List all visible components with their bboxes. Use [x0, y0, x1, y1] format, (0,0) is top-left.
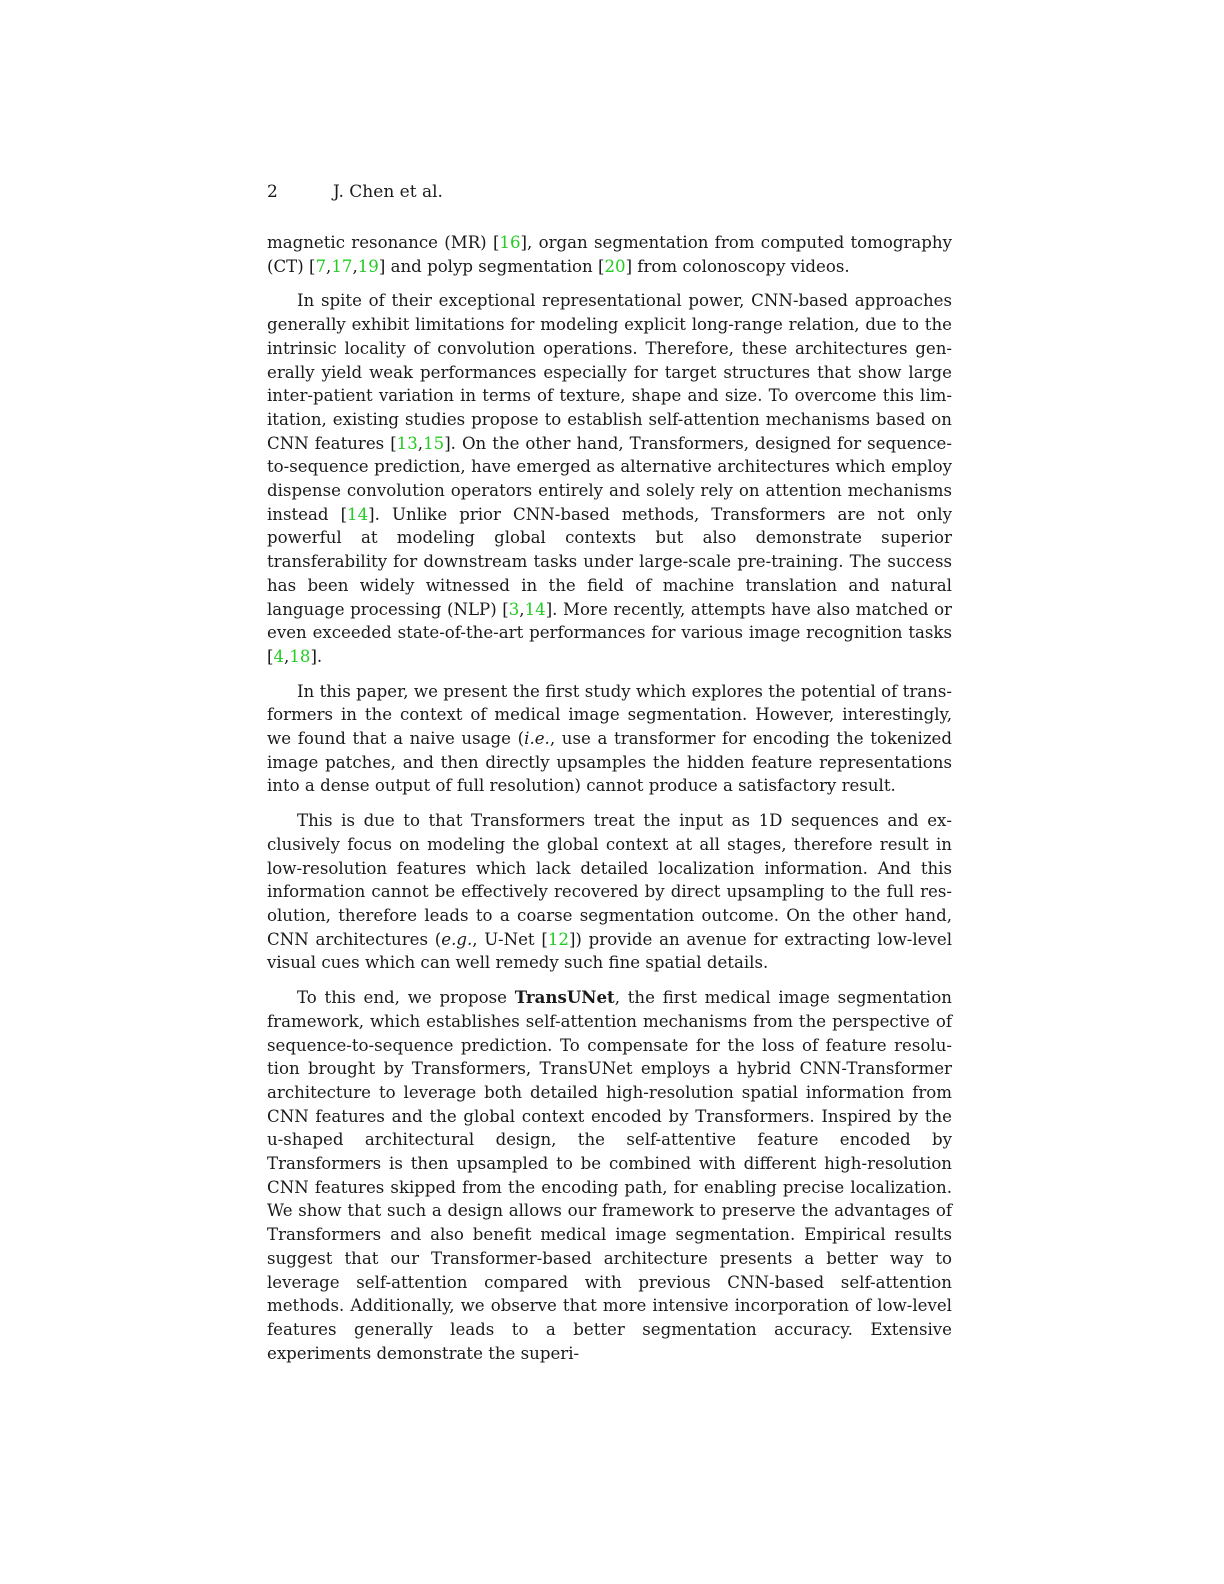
paragraph	[267, 231, 952, 278]
text-run: ] from colonoscopy videos.	[625, 256, 850, 276]
citation-link[interactable]: 16	[499, 233, 521, 252]
text-run: ]. Unlike prior CNN-based methods, Transformers are not only powerful at modeling global contexts but also demonstrate superior transferability for downstream tasks under large-scale pre-training. The success has been widely witnessed in the field of machine translation and natural language processing (NLP) [	[267, 504, 952, 619]
text-run: In this paper, we present the first study which explores the potential of transformers in the context of medical image segmentation. However, interestingly, we found that a naive usage (	[267, 681, 952, 749]
citation-link[interactable]: 12	[547, 929, 569, 949]
text-run: ], organ segmentation from computed tomography (CT) [	[267, 233, 952, 276]
text-run: ,	[326, 256, 332, 276]
text-run: To this end, we propose	[297, 988, 515, 1008]
citation-link[interactable]: 13	[396, 433, 418, 453]
text-run: ]. On the other hand, Transformers, designed for sequence-to-sequence prediction, have emerged as alternative architectures which employ dispense convolution operators entirely and solely rely on attention mechanisms instead [	[267, 433, 952, 524]
paragraph	[267, 809, 952, 975]
citation-link[interactable]: 14	[347, 504, 369, 524]
text-run: ,	[284, 646, 290, 666]
text-run: In spite of their exceptional representational power, CNN-based approaches generally exhibit limitations for modeling explicit long-range relation, due to the intrinsic locality of convolution operations. Therefore, these architectures generally yield weak performances especially for target structures that show large inter-patient variation in terms of texture, shape and size. To overcome this limitation, existing studies propose to establish self-attention mechanisms based on CNN features [	[267, 291, 952, 453]
paragraph	[267, 986, 952, 1365]
italic-text: e.g.	[441, 929, 473, 949]
citation-link[interactable]: 3	[508, 599, 520, 619]
citation-link[interactable]: 14	[524, 599, 546, 619]
citation-link[interactable]: 4	[273, 646, 285, 666]
body-text	[267, 231, 952, 1376]
paragraph	[267, 289, 952, 668]
running-head	[267, 181, 953, 203]
citation-link[interactable]: 19	[357, 256, 379, 276]
citation-link[interactable]: 20	[604, 256, 626, 276]
text-run: magnetic resonance (MR) [	[267, 233, 500, 252]
text-run: ,	[519, 599, 525, 619]
text-run: ].	[310, 646, 323, 666]
text-run: ] and polyp segmentation [	[378, 256, 605, 276]
text-run: , U-Net [	[472, 929, 548, 949]
bold-term: TransUNet	[514, 987, 615, 1008]
citation-link[interactable]: 15	[423, 433, 445, 453]
paragraph	[267, 680, 952, 799]
text-run: ]) provide an avenue for extracting low-level visual cues which can well remedy such fine spatial details.	[267, 929, 953, 973]
page-number: 2	[267, 182, 278, 202]
text-run: ]. More recently, attempts have also matched or even exceeded state-of-the-art performances for various image recognition tasks [	[267, 599, 952, 666]
citation-link[interactable]: 18	[289, 646, 311, 666]
italic-text: i.e.	[524, 729, 550, 749]
text-run: ,	[417, 433, 424, 453]
citation-link[interactable]: 17	[331, 256, 353, 276]
text-run: ,	[352, 256, 358, 276]
text-run: This is due to that Transformers treat the input as 1D sequences and exclusively focus on modeling the global context at all stages, therefore result in low-resolution features which lack detailed localization information. And this information cannot be effectively recovered by direct upsampling to the full resolution, therefore leads to a coarse segmentation outcome. On the other hand, CNN architectures (	[267, 811, 952, 949]
running-head-authors: J. Chen et al.	[333, 182, 443, 202]
citation-link[interactable]: 7	[315, 256, 327, 276]
text-run: , use a transformer for encoding the tokenized image patches, and then directly upsamples the hidden feature representations into a dense output of full resolution) cannot produce a satisfactory result.	[267, 729, 952, 796]
text-run: , the first medical image segmentation framework, which establishes self-attention mechanisms from the perspective of sequence-to-sequence prediction. To compensate for the loss of feature resolution brought by Transformers, TransUNet employs a hybrid CNN-Transformer architecture to leverage both detailed high-resolution spatial information from CNN features and the global context encoded by Transformers. Inspired by the u-shaped architectural design, the self-attentive feature encoded by Transformers is then upsampled to be combined with different high-resolution CNN features skipped from the encoding path, for enabling precise localization. We show that such a design allows our framework to preserve the advantages of Transformers and also benefit medical image segmentation. Empirical results suggest that our Transformer-based architecture presents a better way to leverage self-attention compared with previous CNN-based self-attention methods. Additionally, we observe that more intensive incorporation of low-level features generally leads to a better segmentation accuracy. Extensive experiments demonstrate the superi-	[267, 988, 952, 1363]
